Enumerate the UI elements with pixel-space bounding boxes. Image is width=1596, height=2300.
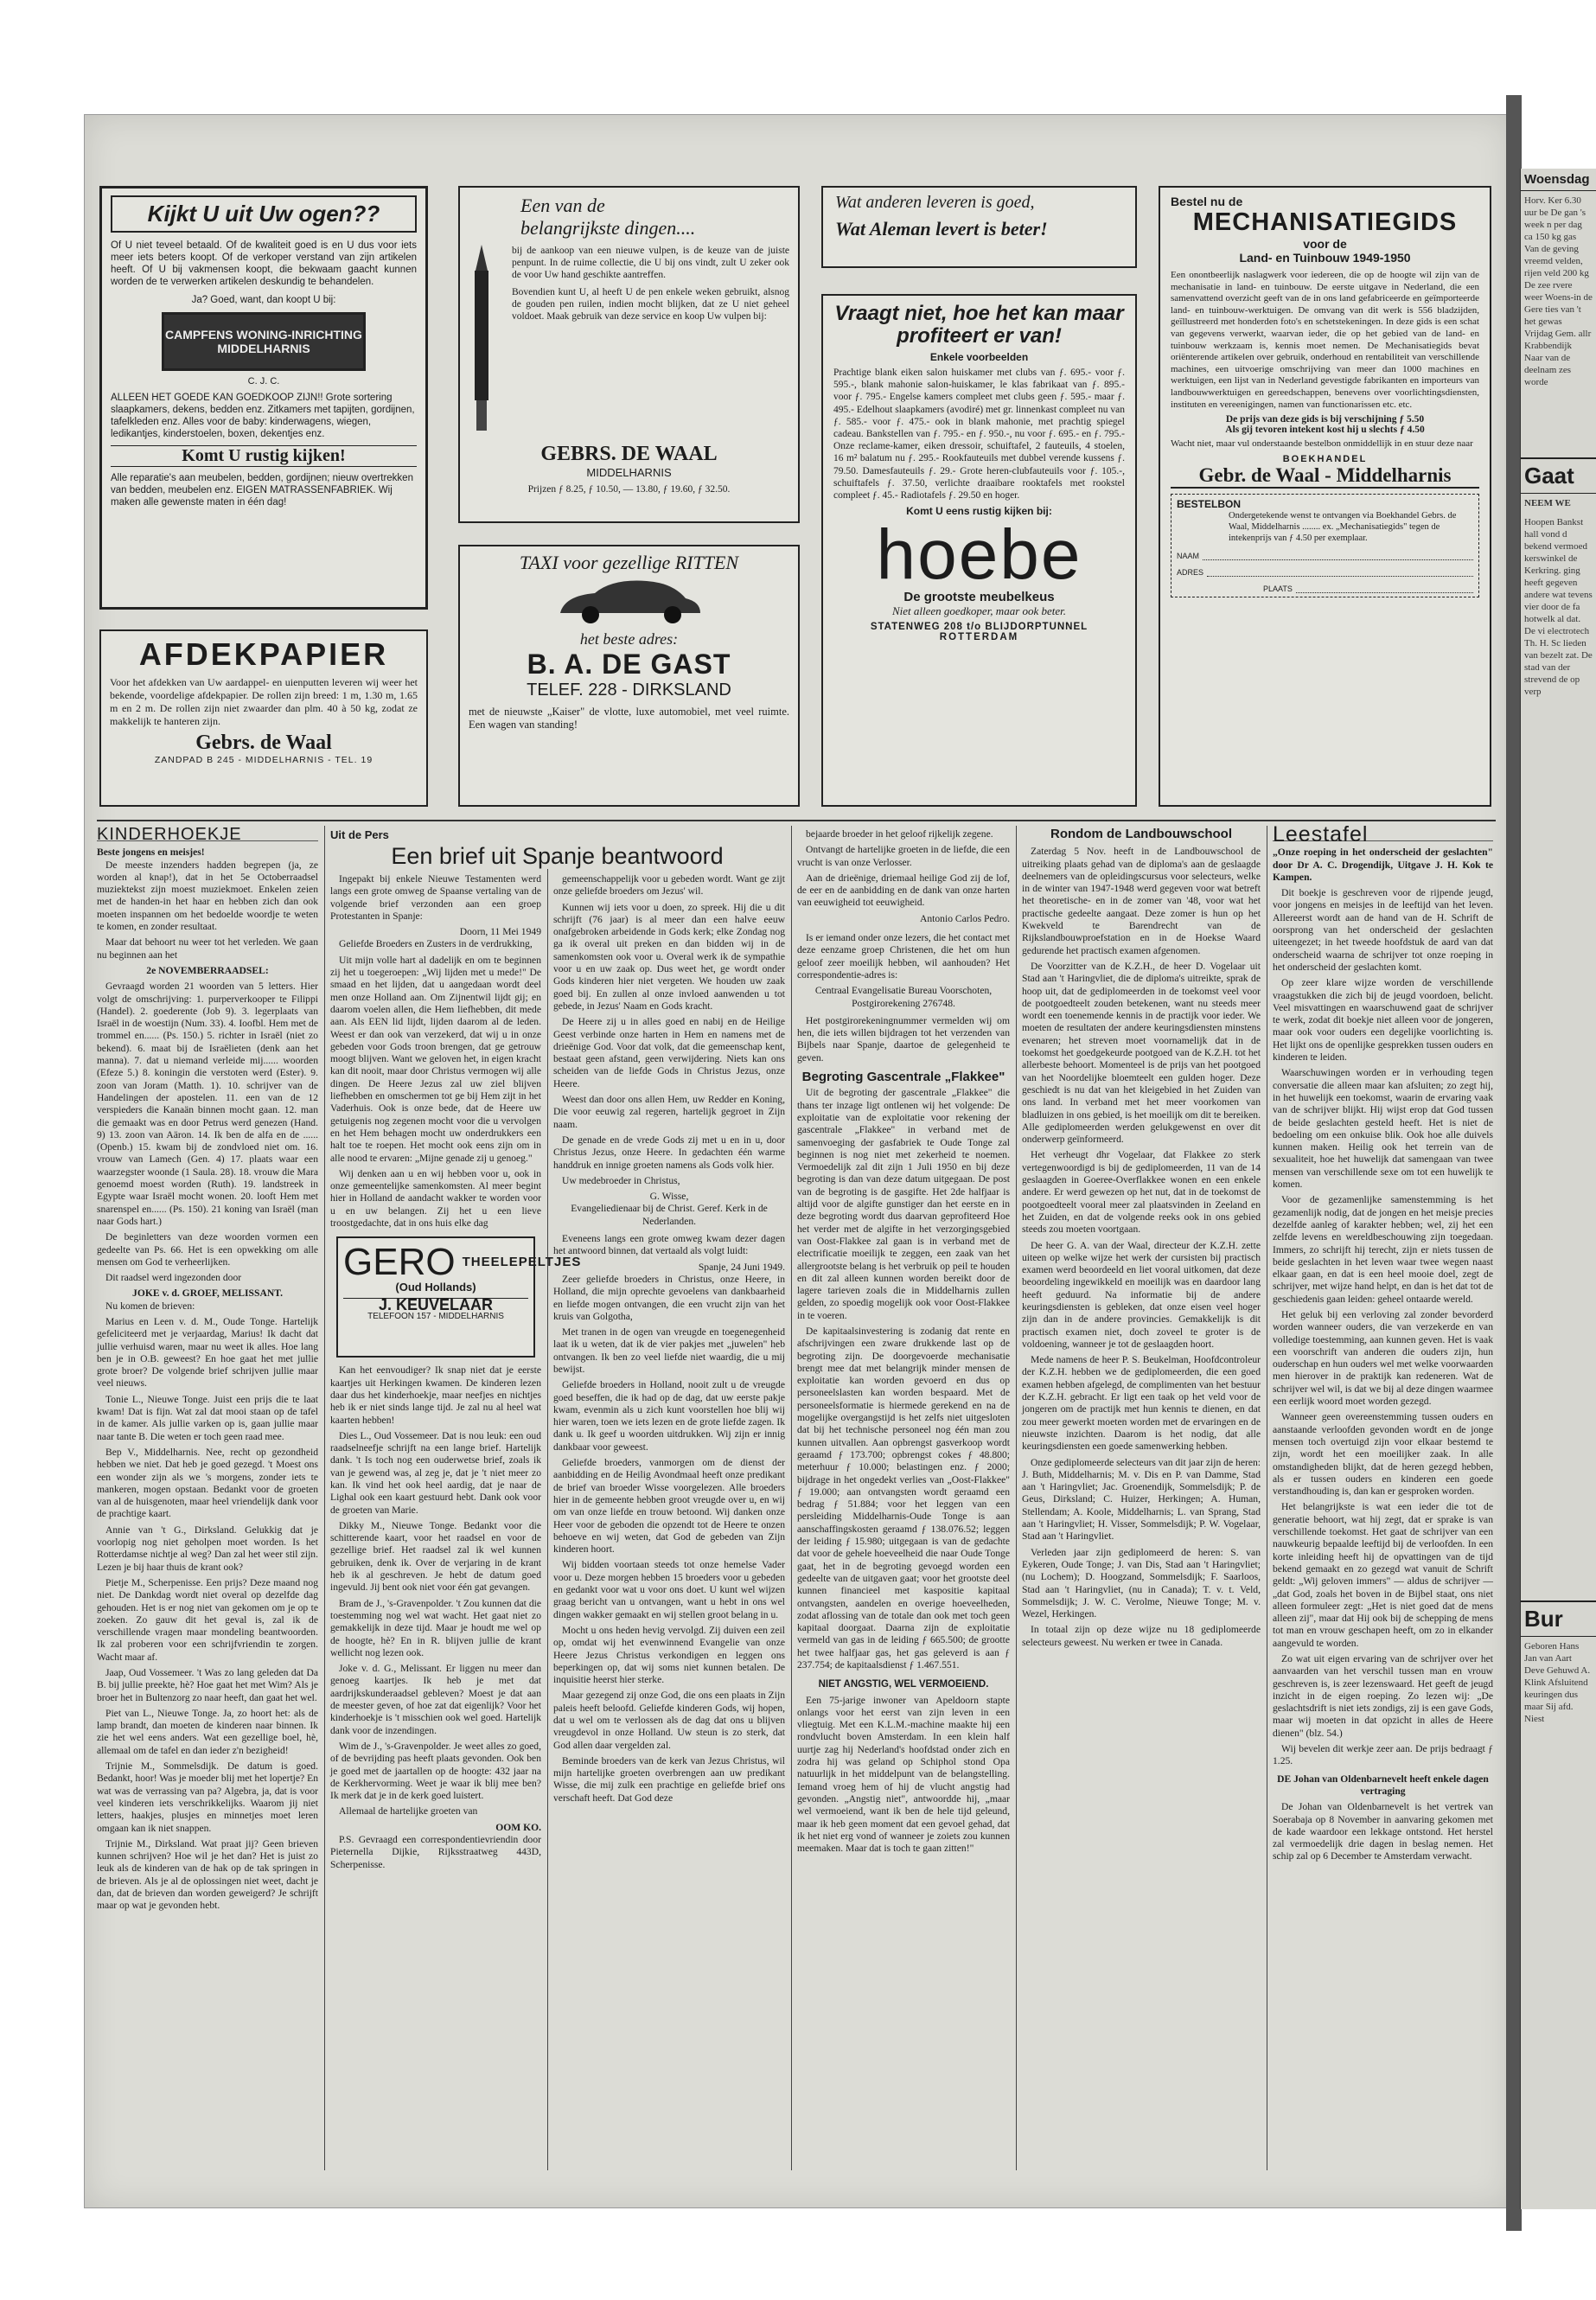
kinderhoekje-p10: Pietje M., Scherpenisse. Een prijs? Deze maand nog niet. De Dankdag wordt niet overal op dezelfde dag gehouden. Het is er nog niet van gekomen om je op te zoeken. Zo gauw dit het geval is, zal ik de verschillende vragen maar mondeling beantwoorden. Ik zal proberen voor een schrijfvriendin te zorgen. Wacht maar af.: [97, 1576, 318, 1663]
ad-kijkt-lines: ALLEEN HET GOEDE KAN GOEDKOOP ZIJN!! Grote sortering slaapkamers, dekens, bedden enz. Zitkamers met tapijten, gordijnen, tafelkleden enz. Alles voor de baby: kinderwagens, wiegen, ledikantjes, kinderstoelen, boxen, dekentjes enz.: [111, 393, 415, 439]
brief-p4: Dies L., Oud Vossemeer. Dat is nou leuk: een oud raadselneefje schrijft na een lange brief. Hartelijk dank. 't Is toch nog een ouderwetse brief, zoals ik van je gewend was, al zeg je, dat je 't niet meer zo kan. Ik vind het ook heel aardig, dat je naar de Lighal ook een kaart gestuurd hebt. Dank ook voor de groeten van Marie.: [330, 1429, 541, 1516]
mech-firm: Gebr. de Waal - Middelharnis: [1171, 464, 1479, 489]
brief-dateline: Doorn, 11 Mei 1949: [459, 926, 541, 938]
kinderhoekje-p11: Jaap, Oud Vossemeer. 't Was zo lang geleden dat Da B. bij jullie preekte, hè? Hoe gaat het met Wim? Als je broer het in Bultenzorg zo naar heeft, dan gaat het wel.: [97, 1667, 318, 1703]
hoebe-city: ROTTERDAM: [939, 632, 1019, 643]
col4-heading-angstig: NIET ANGSTIG, WEL VERMOEIEND.: [818, 1679, 989, 1690]
col4-p5: Het postgirorekeningnummer vermelden wij om hen, die iets willen bijdragen tot het verzenden van Bijbels naar Spanje, daartoe de gelegenheid te geven.: [797, 1014, 1010, 1064]
mech-pre: Bestel nu de: [1171, 195, 1243, 208]
landbouw-p7: Verleden jaar zijn gediplomeerd de heren: S. van Eykeren, Oude Tonge; J. van Dis, Stad aan 't Haringvliet; (nu Lochem); D. Hoogzand, Sommelsdijk; F. Saarloos, Stad aan 't Haringvliet, (nu in Canada); T. v. t. Veld, Sommelsdijk; J. W. C. Verolme, Nieuwe Tonge; M. v. Wezel, Herkingen.: [1022, 1546, 1261, 1620]
afdekpapier-firm: Gebrs. de Waal: [195, 732, 332, 754]
section-divider: [97, 820, 1496, 821]
gero-logo: GERO: [343, 1241, 456, 1284]
landbouw-p1: Zaterdag 5 Nov. heeft in de Landbouwschool de uitreiking plaats gehad van de diploma's aan de geslaagde deelnemers van de opleidingscursus voor selecteurs, welke in de winter van 1947-1948 werd gegeven voor wat betreft het theoretische- en in de zomer van '48, voor wat het practische gedeelte aangaat. Deze zomer is hun op het Kwekveld te Barendrecht van de Rijkslandbouwproefstation en in de Hoekse Waard gedurende het practisch examen afgenomen.: [1022, 846, 1261, 956]
afdekpapier-heading: AFDEKPAPIER: [138, 636, 389, 672]
leestafel-p5: Het geluk bij een verloving zal zonder bevorderd worden wanneer ouders, die van verzekerde en van volledige toestemming, aan kunnen geven. Het is vaak een voorschrift van anderen die ouders zijn, hun ouderschap en hun ouders wel met welke voorwaarden men hierover in de praktijk kan redeneren. Wat de schrijver wel wil, is dat we bij al deze dingen waarmee een eerlijk woord moet worden gezegd.: [1273, 1308, 1493, 1408]
kinderhoekje-p14: Trijnie M., Dirksland. Wat praat jij? Geen brieven kunnen schrijven? Hoe wil je het dan? Het is juist zo leuk als de kinderen van de hak op de tak springen in de brieven. Als je al de oplossingen niet weet, dacht je dan, dat de brieven dan worden geweigerd? Je schrijft maar op wat je gevonden hebt.: [97, 1837, 318, 1912]
taxi-script: TAXI voor gezellige RITTEN: [519, 552, 739, 573]
col4-heading-begroting: Begroting Gascentrale „Flakkee": [801, 1070, 1005, 1085]
brief-salute: Geliefde Broeders en Zusters in de verdrukking,: [339, 938, 533, 950]
mech-bestelbon: [1171, 494, 1479, 597]
landbouw-p4: De heer G. A. van der Waal, directeur der K.Z.H. zette uiteen op welke wijze het werk der cursisten bij practisch examen werd beoordeeld en liet vooral uitkomen, dat deze beoordeling ingewikkeld en moeilijk was en daardoor lang heeft geduurd. Na informatie bij de andere keuringsdiensten is gebleken, dat onze eisen veel hoger zijn dan in de andere provincies. Gemakkelijk is dit practisch examen niet, doch zoveel te groter is de voldoening, wanneer je tot de geslaagden hoort.: [1022, 1239, 1261, 1350]
ad-kijkt-heading: Kijkt U uit Uw ogen??: [111, 195, 417, 233]
leestafel-p2: Op zeer klare wijze worden de verschillende vraagstukken die zich bij de jeugd voordoen, belicht. Veel misvattingen en waarschuwend gaat de schrijver te werk, zodat dit boekje niet alleen voor de jongeren, maar ook voor ouders een degelijke voorlichting is. Het lijkt ons de openlijke gesprekken tussen ouders en kinderen te leiden.: [1273, 977, 1493, 1064]
brief-p6: Bram de J., 's-Gravenpolder. 't Zou kunnen dat die toestemming nog wel wat wacht. Het gaat niet zo gemakkelijk in deze tijd. Maar je houdt me wel op de hoogte, hè? En in R. blijven jullie de krant wellicht nog lezen ook.: [330, 1597, 541, 1658]
brief-p1: Uit mijn volle hart al dadelijk en om te beginnen zij het u toegeroepen: „Wij lijden met u mede!" De smaad en het lijden, dat u aangedaan wordt deel men onze Holland aan. Om Zijnentwil lijdt gij; en daarom voelen allen, die Hem liefhebben, dit mede aan. Als EEN lid lijdt, lijden daarom al de leden. Weest er dan ook van verzekerd, dat wij u in onze gebeden voor Gods troon brengen, dat ge getrouw moogt blijven. Want we geloven het, in eigen kracht kan dit nooit, maar door Christus vermogen wij alle dingen. De Heere Jezus zal uw ziel blijven liefhebben en omschermen tot ge bij Hem zijt in het Vaderhuis. Ook is onze bede, dat de Heere uw getuigenis nog zegenen mocht voor die u vervolgen en het Hem behagen mocht uw onderdrukkers een halt toe te roepen. Het mocht ook eens zijn om in alle nood te ervaren: „Mijne genade zij u genoeg.": [330, 954, 541, 1164]
vulpen-body-2: Bovendien kunt U, al heeft U de pen enkele weken gebruikt, alsnog de gouden pen ruilen, indien mocht blijken, dat ze U niet geheel voldoet. Maak gebruik van deze service en koop Uw vulpen bij:: [512, 287, 789, 322]
brief-ps: P.S. Gevraagd een correspondentievriendin door Pieternella Dijkie, Rijksstraatweg 443D, Scherpenisse.: [330, 1834, 541, 1870]
col3-p9: Met tranen in de ogen van vreugde en toegenegenheid laat ik u weten, dat ik de vier pakjes met „juwelen" heb ontvangen. Ik ben zo veel liefde niet waardig, die u mij bewijst.: [553, 1326, 785, 1375]
ad-kijkt-sig: C. J. C.: [247, 376, 280, 387]
brief-close: Allemaal de hartelijke groeten van: [339, 1805, 478, 1818]
brief-column-1: [330, 873, 582, 2169]
hoebe-address: STATENWEG 208 t/o BLIJDORPTUNNEL: [870, 622, 1088, 633]
mech-heading: MECHANISATIEGIDS: [1192, 208, 1458, 236]
taxi-tel: TELEF. 228 - DIRKSLAND: [527, 680, 731, 700]
mech-price-1: De prijs van deze gids is bij verschijning ƒ 5.50: [1225, 414, 1425, 425]
gero-line-2: (Oud Hollands): [395, 1281, 476, 1294]
kinderhoekje-p6: Marius en Leen v. d. M., Oude Tonge. Hartelijk gefeliciteerd met je verjaardag, Marius! Ik dacht dat jullie verhuisd waren, maar nu weet ik alles. Hoe lang ben je in O.B. geweest? En hoe gaat het met jullie grote broer? De volgende brief schrijven jullie maar veel nieuws.: [97, 1315, 318, 1390]
col4-addr-2: Postgirorekening 276748.: [852, 997, 955, 1009]
brief-sig: OOM KO.: [495, 1821, 541, 1833]
aleman-line-1: Wat anderen leveren is goed,: [835, 193, 1035, 212]
aleman-line-2: Wat Aleman levert is beter!: [835, 218, 1048, 240]
leestafel-title: Leestafel: [1273, 828, 1493, 841]
col3-p13: Mocht u ons heden hevig vervolgd. Zij duiven een zeil op, omdat wij het evenwinnend Evangelie van onze Heere Jezus Christus verkondigen en leggen ons beperkingen op, dat wij soms niet kunnen betalen. De inquisitie heerst hier sterke.: [553, 1624, 785, 1686]
leestafel-p1: Dit boekje is geschreven voor de rijpende jeugd, voor jongens en meisjes in de leeftijd van het leven. Allereerst wordt aan de hand van de H. Schrift de oorsprong van het onderscheid der geslachten uiteengezet; in het tweede hoofdstuk de aard van dat onderscheid waarna de schrijver tot onze roeping in het onderscheid der geslachten komt.: [1273, 887, 1493, 973]
taxi-script-2: het beste adres:: [579, 630, 679, 648]
kinderhoekje-greeting: Beste jongens en meisjes!: [97, 847, 205, 859]
landbouw-p2: De Voorzitter van de K.Z.H., de heer D. Vogelaar uit Stad aan 't Haringvliet, die de diploma's uitreikte, sprak de hoop uit, dat de gediplomeerden in de toekomst veel voor de pootgoedteelt zouden betekenen, want nu steeds meer wordt een toenemende kennis in de practijk voor ieder. We moeten de resultaten der andere keuringsdiensten minstens evenaren; het streven moet voornamelijk dat in de toekomst het goedgekeurde pootgoed van de K.Z.H. tot het allerbeste behoort. Momenteel is de prijs van het pootgoed van het Noordelijke bloemteelt een gulden hoger. Deze geschiedt is nu dat van het kleigebied in het Zuiden van ons land. In verband met het meer voorkomen van bladluizen in ons gebied, is het moeilijk om dit te bereiken. Alle gediplomeerden werden gelukgewenst en over dit onderwerp geïnformeerd.: [1022, 960, 1261, 1146]
taxi-body: met de nieuwste „Kaiser" de vlotte, luxe automobiel, met veel ruimte. Een wagen van standing!: [469, 706, 789, 731]
hoebe-sub: Enkele voorbeelden: [929, 351, 1029, 363]
ad-kijkt-footer: Alle reparatie's aan meubelen, bedden, gordijnen; nieuw overtrekken van bedden, meubelen enz. EIGEN MATRASSENFABRIEK. Wij maken alle gewenste maten in één dag!: [111, 473, 413, 508]
col3-p3: De Heere zij u in alles goed en nabij en de Heilige Geest verbinde onze harten in Hem en namens met de drieënige God. Voor dat volk, dat die gemeenschap kent, bestaat geen afstand, geen verwijdering. Niets kan ons scheiden van de liefde Gods in Christus Jezus, onze Heere.: [553, 1016, 785, 1089]
adjacent-page-edge: [1520, 169, 1596, 2209]
col4-p4: Is er iemand onder onze lezers, die het contact met deze eenzame groep Christenen, die het om hun geloof zeer moeilijk hebben, wil aanhouden? Het correspondentie-adres is:: [797, 932, 1010, 981]
gero-line-1: THEELEPELTJES: [462, 1255, 582, 1270]
ad-vulpen: [458, 186, 800, 523]
brief-p2: Wij denken aan u en wij hebben voor u, ook in onze gemeentelijke samenkomsten. Al meer begint hier in Holland de aandacht wakker te worden voor u en uw belangen. Zij het u een lieve troostgedachte, dat in ons huis elke dag: [330, 1167, 541, 1230]
ad-kijkt-ask: Ja? Goed, want, dan koopt U bij:: [191, 295, 336, 305]
leestafel-p10: De Johan van Oldenbarnevelt is het vertrek van Soerabaja op 8 November in aanvaring gekomen met de kade waardoor een lekkage ontstond. Het herstel zal vermoedelijk drie dagen in beslag nemen. Het schip zal op 6 December te Amsterdam verwacht.: [1273, 1801, 1493, 1862]
hoebe-slogan: Niet alleen goedkoper, maar ook beter.: [891, 604, 1067, 618]
kinderhoekje-p1: De meeste inzenders hadden begrepen (ja, ze worden al knap!), dat in het 5e Octoberraadsel muziektekst zijn moest muziekmoet. Enkelen zeien met de handen-in het haar en hebben zich dan ook moeten inspannen om het bedoelde woordje te weten te komen, en zonder resultaat.: [97, 859, 318, 933]
afdekpapier-body: Voor het afdekken van Uw aardappel- en uienputten leveren wij weer het bekende, voordelige afdekpapier. De rollen zijn breed: 1 m, 1.30 m, 1.65 m en 2 m. De rollen zijn niet zwaarder dan plm. 40 à 50 kg, zodat ze makkelijk te hanteren zijn.: [110, 676, 418, 727]
hoebe-tag: De grootste meubelkeus: [903, 590, 1055, 605]
vulpen-firm: GEBRS. DE WAAL: [540, 443, 718, 465]
col3-sig-1: G. Wisse,: [649, 1191, 689, 1203]
brief-intro: Ingepakt bij enkele Nieuwe Testamenten werd langs een grote omweg de Spaanse vertaling van de volgende brief verzonden aan een groep Protestanten in Spanje:: [330, 873, 541, 922]
adjacent-page-text: Horv. Ker 6.30 uur be De gan 's week n per dag ca 150 kg gas Van de geving vreemd velden, rijen veld 200 kg De zee rvere weer Woens-in de Gere ties van 't het gewas Vrijdag Gem. allr Krabbendijk Naar van de deelnam zes worde: [1524, 195, 1593, 387]
afdekpapier-address: ZANDPAD B 245 - MIDDELHARNIS - TEL. 19: [154, 755, 373, 765]
ad-kijkt-logo-text: CAMPFENS WONING-INRICHTING MIDDELHARNIS: [165, 328, 362, 355]
col4-p7: De kapitaalsinvestering is zodanig dat rente en afschrijvingen een zware drukkende last op de begroting zijn. De doorgevoerde mechanisatie brengt mee dat met belangrijk minder mensen de exploitatie kan worden gevoerd en dus op personeelslasten kan worden bespaard. Met de personeelsformatie is hiermede gerekend en na de mogelijke overgangstijd is het zelfs niet uitgesloten dat bij het technische personeel nog één man zou kunnen uitvallen. Aan opbrengst gasverkoop wordt geraamd ƒ 173.700; opbrengst cokes ƒ 48.800; meterhuur ƒ 10.000; belastingen enz. ƒ 2000; bijdrage in het ongedekt verlies van „Oost-Flakkee" ƒ 19.000; aan ontvangsten wordt geraamd een bedrag ƒ 51.884; voor het leggen van een persleiding Middelharnis-Oude Tonge is aan aanschaffingskosten geraamd ƒ 138.076.52; leggen der leiding ƒ 15.980; uitgegaan is van de gedachte dat voor de gehele hoeveelheid die naar Oude Tonge gaat, het in de begroting gevoegd worden een gedeelte van de uitgaven gaat; voor het grootste deel kunnen financieel met kaspositie kapitaal ontvangsten, aandelen en overige hoeveelheden, zodat aflossing van de totale dan ook met toch geen kapitaal doorgaat. Daarna zijn de exploitatie vermeld van gas in de leiding ƒ 665.500; de grootte het twee halfjaar gas, het gas geleverd is aan ƒ 237.754; de kapitaalsdienst ƒ 1.467.551.: [797, 1325, 1010, 1671]
adjacent-page-header: Woensdag: [1521, 169, 1596, 191]
vulpen-body-1: bij de aankoop van een nieuwe vulpen, is de keuze van de juiste penpunt. In de ruime collectie, die U bij ons vindt, zult U zeker ook de voor Uw hand geschikte aantreffen.: [512, 246, 789, 280]
col3-p7: Eveneens langs een grote omweg kwam dezer dagen het antwoord binnen, dat vertaald als volgt luidt:: [553, 1233, 785, 1257]
brief-p8: Wim de J., 's-Gravenpolder. Je weet alles zo goed, of de bevrijding pas heeft plaats gevonden. Ook ben je goed met de jaartallen op de hoogte: 432 jaar na de Kerkhervorming. Weet je waar ik blij mee ben? Ik merk dat je in de kerk goed luistert.: [330, 1740, 541, 1802]
leestafel-p6: Wanneer geen overeenstemming tussen ouders en aanstaande verloofden gevonden wordt en de jonge mensen toch overtuigd zijn voor elkaar bestemd te zijn, wordt het een moeilijker zaak. In alle omstandigheden blijkt, dat de heren gezegd hebben, als er tussen ouders en kinderen een goede verstandhouding is, dan kan er gesproken worden.: [1273, 1411, 1493, 1498]
col4-p6: Uit de begroting der gascentrale „Flakkee" die thans ter inzage ligt ontlenen wij het volgende: De exploitatie van de exploitatie voor rekening der gascentrale „Flakkee" in verband met de samenvoeging der gasfabriek te Oude Tonge zal beginnen is nog niet met zekerheid te noemen. Vermoedelijk zal dit zijn 1 Juli 1950 en bij deze begroting is dan van deze datum uitgegaan. De post van de begroting is de gasgifte. Het 2de halfjaar is altijd voor de algifte gunstiger dan het eerste en in deze begroting wordt dus daarvan geprofiteerd Hoe het verder met de algifte in het verzorgingsgebied van Oost-Flakkee zal gaan is in verband met de electrificatie moeilijk te zeggen, een zaak van het allergrootste belang is het verbruik op peil te houden en dit zal alleen kunnen worden bereikt door de lagere tarieven zoals die in Middelharnis zullen gelden, zo spoedig mogelijk ook voor Oost-Flakkee in te voeren.: [797, 1087, 1010, 1321]
mech-sub-2: Land- en Tuinbouw 1949-1950: [1239, 251, 1411, 265]
brief-title: Een brief uit Spanje beantwoord: [391, 843, 724, 869]
kinderhoekje-p3: Gevraagd worden 21 woorden van 5 letters. Hier volgt de omschrijving: 1. purperverkooper te Filippi (Handel). 2. goederente (Job 9). 3. legerplaats van Israël in de woestijn (Num. 33). 4. Ioofbl. Hem met de trommel en...... (Ps. 150.) 5. richter in Israël (niet zo bekend). 6. maat bij de Israëlieten (denk aan het manna). 7. dat u niemand verleide mij...... woorden (Efeze 5.) 8. koningin die verstoten werd (Ester). 9. zoon van Joram (Matth. 1). 10. schrijver van de Handelingen der apostelen. 11. een van de 12 verspieders die Kanaän binnen mocht gaan. 12. man die gemaakt was en door Petrus werd genezen (Hand. 9) 13. zoon van Aäron. 14. Ik ben de alfa en de ...... (Openb.) 15. kwam bij de zondvloed niet om. 16. vrouw van Lamech (Gen. 4) 17. plaats waar een waarzegster woonde (1 Saula. 28). 18. vrouw die Mara genoemd moest worden (Ruth). 19. landstreek in Egypte waar Israël mocht wonen. 20. looft Hem met snarenspel en...... (Ps. 150). 21 koning van Israël (man naar Gods hart.): [97, 981, 318, 1227]
col4-p8: Een 75-jarige inwoner van Apeldoorn stapte onlangs voor het eerst van zijn leven in een vliegtuig. Met een K.L.M.-machine maakte hij een rondvlucht boven Amsterdam. In een klein half uurtje zag hij Nederland's hoofdstad onder zich en zodra hij was geland op Schiphol stond Opa natuurlijk in het middelpunt van de belangstelling. Iemand vroeg hem of hij de vlucht angstig had gevonden. „Angstig niet", antwoordde hij, „maar wel vermoeiend, want ik ben de hele tijd geleund, maar ik heb geen moment dat een gevoel gehad, dat ik het niet erg vond of wanneer je zoiets zou kunnen meemaken. Maar dat is toch te gaan zitten!": [797, 1694, 1010, 1855]
kinderhoekje-p5: Dit raadsel werd ingezonden door: [105, 1272, 242, 1284]
kinderhoekje-sig: JOKE v. d. GROEF, MELISSANT.: [132, 1287, 283, 1300]
leestafel-h1: „Onze roeping in het onderscheid der geslachten" door Dr A. C. Drogendijk, Uitgave J. H. Kok te Kampen.: [1273, 847, 1493, 883]
taxi-car-icon: [469, 574, 789, 630]
landbouw-p3: Het verheugt dhr Vogelaar, dat Flakkee zo sterk vertegenwoordigd is bij de gediplomeerden, 11 van de 14 geslaagden in Goeree-Overflakkee wonen en een enkele andere. Er werd gewezen op het nut, dat in de toekomst de pootgoedteelt vooral meer zal plaatsvinden in Zeeland en het Zuiden, en dat de volgende reeks ook in ons gebied steeds zou moeten voortgaan.: [1022, 1149, 1261, 1236]
leestafel-p8: Zo wat uit eigen ervaring van de schrijver over het aanvaarden van het verschil tussen man en vrouw geschreven is, is zeer lezenswaard. Het geeft de jeugd inzicht in de eigen roeping. Zo lezen wij: „De geslachtsdrift is niet iets zondigs, zij is een gave Gods, maar wij moeten in dat opzicht in alles de Heere dienen" (blz. 54.): [1273, 1653, 1493, 1739]
col3-p5: De genade en de vrede Gods zij met u en in u, door Christus Jezus, onze Heere. In gedachten één warme handdruk en innige groeten namens als Gods volk hier.: [553, 1134, 785, 1171]
brief-header: [330, 828, 784, 872]
landbouw-p8: In totaal zijn op deze wijze nu 18 gediplomeerde selecteurs geweest. Nu werken er twee in Canada.: [1022, 1624, 1261, 1648]
col3-p11: Geliefde broeders, vanmorgen om de dienst der aanbidding en de Heilig Avondmaal heeft onze predikant de brief van broeder Wisse voorgelezen. Alle broeders hier in de gemeente hebben groot vreugde over u, en wij om van onze liefde en trouw betoond. Wij danken onze Heer voor de geboden die opzendt tot de Heere te onzen behoeve en wij weten, dat God de gebeden van Zijn kinderen hoort.: [553, 1457, 785, 1556]
col4-p3: Aan de drieënige, driemaal heilige God zij de lof, de eer en de aanbidding en de dank van onze harten van eeuwigheid tot eeuwigheid.: [797, 872, 1010, 909]
leestafel-p3: Waarschuwingen worden er in verhouding tegen conversatie die alleen maar kan afsluiten; zo zegt hij, in het huwelijk een toekomst, waarin de ervaring vaak van de schrijver blijkt. Hij wijst erop dat God tussen de beide geslachten gesteld heeft. Het is niet de bedoeling om een onkuise blik. Ook hoe alle duivels kunnen maken. Heilig ook het terrein van de sexualiteit, hoe het huwelijk dat samengaan van twee mensen van verschillende sexe om tot een huwelijk te komen.: [1273, 1067, 1493, 1191]
col4-p1: bejaarde broeder in het geloof rijkelijk zegene.: [806, 828, 993, 840]
adjacent-page-headline-2: Bur: [1521, 1600, 1596, 1637]
column-rule-2: [547, 869, 548, 2170]
mech-body: Een onontbeerlijk naslagwerk voor iedereen, die op de hoogte wil zijn van de mechanisatie in land- en tuinbouw. De eerste uitgave in Nederland, die een samenvattend overzicht geeft van de in ons land gefabriceerde en geïmporteerde land- en tuinbouw-werktuigen. De omvang van dit werk is 556 bladzijden, geïllustreerd met honderden foto's en schetstekeningen. In deze gids is een schat van gegevens verwerkt, waarvan ieder, die op het gebied van de land- en tuinbouw werkzaam is, kennis moet nemen. De Mechanisatiegids bevat oriënterende artikelen over gebruik, onderhoud en rentabiliteit van verschillende machines, een uitvoerige omschrijving van meer dan 1000 machines en werktuigen, een lijst van in Nederland gevestigde fabrikanten en importeurs van landbouwwerktuigen en gereedschappen, benevens over voorlichtingsdiensten, instituten en vereenigingen, namen van functionarissen etc. etc.: [1171, 270, 1479, 410]
kinderhoekje-p4: De beginletters van deze woorden vormen een gedeelte van Ps. 66. Het is een opwekking om alle mensen om God te verheerlijken.: [97, 1231, 318, 1268]
col4-sig: Antonio Carlos Pedro.: [919, 912, 1010, 924]
vulpen-heading-2: belangrijkste dingen....: [520, 217, 696, 239]
kinderhoekje-p7: Tonie L., Nieuwe Tonge. Juist een prijs die te laat kwam! Dat is fijn. Wat zal dat mooi staan op de tafel in de kamer. Als jullie varken op is, gaan jullie maar naar tante B. Die weten er toch geen raad mee.: [97, 1393, 318, 1442]
taxi-name: B. A. DE GAST: [527, 648, 731, 680]
column-rule-4: [1016, 826, 1017, 2170]
gero-line-3: J. KEUVELAAR: [343, 1298, 528, 1311]
ad-kijkt-logo: [162, 312, 366, 371]
kinderhoekje-p9: Annie van 't G., Dirksland. Gelukkig dat je voorlopig nog niet geholpen moet worden. Is het Rotterdamse nichtje al weg? Dan zal het weer stil zijn. Lezen je bij haar thuis de krant ook?: [97, 1524, 318, 1573]
brief-p7: Joke v. d. G., Melissant. Er liggen nu meer dan genoeg kaartjes. Ik heb je met dat aardrijkskunderaadsel gebleven? Moest je dat aan de meester geven, of hoe zat dat eigenlijk? Voor het kinderhoekje is 't misschien ook wel goed. Hartelijk dank voor de inzendingen.: [330, 1663, 541, 1736]
mech-price-2: Als gij tevoren intekent kost hij u slechts ƒ 4.50: [1225, 425, 1425, 436]
column-4: [797, 828, 1010, 2169]
vulpen-prices: Prijzen ƒ 8.25, ƒ 10.50, — 13.80, ƒ 19.60, ƒ 32.50.: [527, 484, 731, 495]
leestafel-p9: Wij bevelen dit werkje zeer aan. De prijs bedraagt ƒ 1.25.: [1273, 1743, 1493, 1767]
hoebe-invite: Komt U eens rustig kijken bij:: [906, 505, 1052, 518]
col3-p8: Zeer geliefde broeders in Christus, onze Heere, in Holland, die mijn oprechte gevoelens van dankbaarheid en liefde mogen ontvangen, die een vrucht zijn van het kruis van Golgotha,: [553, 1273, 785, 1322]
kinderhoekje-title: KINDERHOEKJE: [97, 828, 318, 841]
kinderhoekje-column: [97, 825, 318, 2169]
hoebe-body: Prachtige blank eiken salon huiskamer met clubs van ƒ. 695.- voor ƒ. 595.-, blank mahonie salon-huiskamer, le klas fabrikaat van ƒ. 895.- voor ƒ. 795.- Engelse kamers compleet met clubs geen ƒ. 595.- maar ƒ. 495.- Edelhout slaapkamers (avodiré) met gr. linnenkast compleet nu van ƒ. 585.- voor ƒ. 475.- ook in blank mahonie, met prachtig spiegel cadeau. Bankstellen van ƒ. 795.- en ƒ. 950.-, nu voor ƒ. 695.- en ƒ. 795.- Onze reclame-kamer, eiken dressoir, schuiftafel, 2 fauteuils, 4 stoelen, 16 m² balatum nu ƒ. 295.- Rookfauteuils met dubbel verende kussens ƒ. 79.50. Damesfauteuils ƒ. 29.- Grote heren-clubfauteuils voor ƒ. 105.-, schuiftafels ƒ. 37.50, verlichte draaibare rooktafels met rookstel compleet ƒ. 45.- Radiotafels ƒ. 29.50 en hoger.: [833, 367, 1125, 502]
ad-mechanisatiegids: [1159, 186, 1491, 807]
col3-p15: Beminde broeders van de kerk van Jezus Christus, wil mijn hartelijke groeten overbrengen aan uw predikant Wisse, die mij zulk een prachtige en geliefde brief ons verschaft heeft. Dat God deze: [553, 1754, 785, 1804]
kinderhoekje-names: Nu komen de brieven:: [105, 1300, 195, 1312]
mech-shop: BOEKHANDEL: [1282, 453, 1368, 464]
gero-line-4: TELEFOON 157 - MIDDELHARNIS: [367, 1311, 504, 1321]
column-rule-3: [791, 826, 792, 2170]
kinderhoekje-sub: 2e NOVEMBERRAADSEL:: [146, 964, 269, 976]
adjacent-page-text-2: Hoopen Bankst hall vond d bekend vermoed kerswinkel de Kerkring. ging heeft gegeven andere wat tevens vier door de fa hotwelk al dat. De vi electrotech Th. H. Sc lieden van bezelt zat. De stad van der strevend de op verp: [1524, 517, 1593, 697]
bestelbon-field-plaats[interactable]: [1296, 584, 1473, 593]
col4-p2: Ontvangt de hartelijke groeten in de liefde, die een vrucht is van onze Verlosser.: [797, 844, 1010, 868]
kinderhoekje-p12: Piet van L., Nieuwe Tonge. Ja, zo hoort het: als de lamp brandt, dan moeten de kinderen naar binnen. Ik zie het wel eens anders. Wat een gezellige boel, hè, allemaal om de tafel en dan ieder z'n bezigheid!: [97, 1707, 318, 1756]
leestafel-p4: Voor de gezamenlijke samenstemming is het gezamenlijk nodig, dat de jongen en het meisje precies dezelfde aanleg of karakter hebben; wel, zij het een zelfde levens en wereldbeschouwing zijn toegedaan. Immers, zo schrijft hij terecht, zijn er niets tussen de beide geslachten in het leven waar twee wegen naast elkaar gaan, en dat is een heel mooie doel, zegt de schrijver, met wijze hand helpt, en dan is het dat tot de geschiedenis gaan leiden: geheel ontaarde wereld.: [1273, 1194, 1493, 1305]
vulpen-town: MIDDELHARNIS: [586, 466, 672, 479]
ad-kijkt-slogan: Komt U rustig kijken!: [111, 445, 417, 467]
bestelbon-title: BESTELBON: [1177, 497, 1242, 510]
bestelbon-text: Ondergetekende wenst te ontvangen via Boekhandel Gebrs. de Waal, Middelharnis ........ ex. „Mechanisatiegids" tegen de intekenprijs van ƒ 4.50 per exemplaar.: [1229, 510, 1457, 543]
fountain-pen-icon: [469, 245, 512, 439]
adjacent-page-subhead: NEEM WE: [1524, 498, 1571, 508]
hoebe-logo: hoebe: [876, 515, 1082, 595]
adjacent-page-text-3: Geboren Hans Jan van Aart Deve Gehuwd A. Klink Afsluitend keuringen dus maar Sij afd. Niest: [1524, 1641, 1591, 1724]
bestelbon-label-plaats: PLAATS: [1263, 584, 1293, 593]
brief-kicker: Uit de Pers: [330, 828, 389, 841]
col3-sig-2: Evangeliedienaar bij de Christ. Geref. Kerk in de Nederlanden.: [571, 1203, 768, 1227]
ad-hoebe: [821, 294, 1137, 807]
ad-aleman: [821, 186, 1137, 268]
col3-p6: Uw medebroeder in Christus,: [562, 1174, 680, 1186]
col3-p2: Kunnen wij iets voor u doen, zo spreek. Hij die u dit schrijft (76 jaar) is al meer dan een halve eeuw onafgebroken arbeidende in Gods kerk; elke Zondag nog ga ik overal uit preken en dan bidden wij in de samenkomsten ook voor u. Overal werk ik de sympathie voor u en uw zaak op. Dus weet het, ge wordt onder Gods kinderen hier niet vergeten. We houden uw zaak goed bij. En zullen al onze invloed aanwenden u tot gebede, in Jezus' Naam en Gods kracht.: [553, 901, 785, 1012]
kinderhoekje-p13: Trijnie M., Sommelsdijk. De datum is goed. Bedankt, hoor! Was je moeder blij met het lopertje? En wat was de verrassing van pa? Algebra, ja, dat is voor veel kinderen iets verschrikkelijks. Waarom jij niet letters, haakjes, plusjes en minnetjes moet leren omgaan kan ik niet snappen.: [97, 1760, 318, 1834]
brief-p3: Kan het eenvoudiger? Ik snap niet dat je eerste kaartjes uit Herkingen kwamen. De kinderen lezen daar dus het kinderhoekje, maar neefjes en nichtjes heb ik er niet sinds lange tijd. Je zal nu al heel wat kaarten hebben!: [330, 1364, 541, 1426]
adjacent-page-headline: Gaat: [1521, 457, 1596, 494]
kinderhoekje-p2: Maar dat behoort nu weer tot het verleden. We gaan nu beginnen aan het: [97, 936, 318, 961]
col4-addr-1: Centraal Evangelisatie Bureau Voorschoten,: [814, 985, 993, 997]
mech-sub-1: voor de: [1303, 237, 1347, 251]
landbouw-p5: Mede namens de heer P. S. Beukelman, Hoofdcontroleur der K.Z.H. hebben we de gediplomeerden, die een goed examen hebben afgelegd, de complimenten van het bestuur der K.Z.H. gebracht. Er ligt een taak op het veld voor de jongeren om de practijk met hun kennis te dienen, en dat zou meer gewerkt moeten worden met de ervaringen en de nieuwste inzichten. Daarom is het nodig, dat alle keuringsdiensten een goede samenwerking hebben.: [1022, 1354, 1261, 1453]
landbouwschool-column: [1022, 828, 1261, 2169]
ad-kijkt-body: Of U niet teveel betaald. Of de kwaliteit goed is en U dus voor iets meer iets beters koopt. Of de verkoper verstand van zijn artikelen heeft. Of U bij vakmensen koopt, die bekwaam gaacht kunnen worden de te verwerken artikelen deskundig te behandelen.: [111, 240, 417, 287]
bestelbon-field-adres[interactable]: [1207, 567, 1473, 577]
leestafel-column: [1273, 822, 1493, 2169]
landbouw-title: Rondom de Landbouwschool: [1050, 827, 1232, 841]
column-rule-1: [324, 826, 325, 2170]
leestafel-p7: Het belangrijkste is wat een ieder die tot de generatie behoort, wat hij zegt, dat er sprake is van verschillende toekomst. Het gaat de schrijver van een nauwkeurig bepaalde leeftijd bij de verloofden. In een korte inleiding heeft hij de opvattingen van de tijd bekend gemaakt en zo gezegd wat vanuit de Schrift geldt: „Wij geloven immers" — aldus de schrijver — „dat God, zoals het boven in de Bijbel staat, ons niet alleen formuleer zegt: „Het is niet goed dat de mens alleen zij", maar dat Hij ook bij de schepping de mens tot man en vrouw geschapen heeft, om zo in elkander aangevuld te worden.: [1273, 1501, 1493, 1649]
vulpen-heading-1: Een van de: [520, 195, 605, 216]
bestelbon-field-naam[interactable]: [1203, 551, 1473, 560]
brief-column-2: [553, 873, 785, 2169]
bestelbon-label-adres: ADRES: [1177, 567, 1204, 577]
col3-p14: Maar gezegend zij onze God, die ons een plaats in Zijn paleis heeft beloofd. Geliefde kinderen Gods, wij hopen, dat u wel om te verlossen als de dag dat ons u blijven vreugdevol in onze Holland. Uw steun is zo sterk, dat God allen daar vergelden zal.: [553, 1690, 785, 1751]
ad-afdekpapier: [99, 629, 428, 807]
ad-taxi-de-gast: [458, 545, 800, 807]
landbouw-p6: Onze gediplomeerde selecteurs van dit jaar zijn de heren: J. Buth, Middelharnis; M. v. Dis en P. van Damme, Stad aan 't Haringvliet; Jac. Groenendijk, Sommelsdijk; P. de Geus, Dirksland; C. Huizer, Herkingen; A. Human, Stellendam; A. Koole, Middelharnis; L. van Sprang, Stad aan 't Haringvliet; H. Visser, Sommelsdijk; P. W. Vogelaar, Stad aan 't Haringvliet.: [1022, 1456, 1261, 1543]
brief-p5: Dikky M., Nieuwe Tonge. Bedankt voor die schitterende kaart, voor het raadsel en voor de gezellige brief. Het raadsel zal ik wel kunnen gebruiken, denk ik. Over de verjaring in de krant heb ik al geschreven. Je hebt de datum goed ingevuld. Jij bent ook niet voor één gat gevangen.: [330, 1519, 541, 1594]
ad-kijkt-uit-uw-ogen: [99, 186, 428, 610]
col3-p1: gemeenschappelijk voor u gebeden wordt. Want ge zijt onze geliefde broeders om Jezus' wil.: [553, 873, 785, 898]
leestafel-h2: DE Johan van Oldenbarnevelt heeft enkele dagen vertraging: [1277, 1773, 1489, 1797]
hoebe-heading: Vraagt niet, hoe het kan maar profiteert er van!: [834, 302, 1124, 348]
col3-p12: Wij bidden voortaan steeds tot onze hemelse Vader voor u. Deze morgen hebben 15 broeders voor u gebeden en gedankt voor wat u voor ons doet. U kunt wel wijzen graag bericht van u ontvangen, want u hebt in ons wel dingen wakker gemaakt en wij stellen groot belang in u.: [553, 1559, 785, 1620]
kinderhoekje-p8: Bep V., Middelharnis. Nee, recht op gezondheid hebben we niet. Dat heb je goed gezegd. 't Moest ons een wonder zijn als we 's morgens, zonder iets te mankeren, mogen opstaan. Bedankt voor de groeten van al de huisgenoten, maar heel vriendelijk dank voor de prachtige kaart.: [97, 1446, 318, 1520]
col3-dateline: Spanje, 24 Juni 1949.: [698, 1261, 785, 1273]
col3-p10: Geliefde broeders in Holland, nooit zult u de vreugde goed beseffen, die ik had op de dag, dat uw eerste pakje kwam, evenmin als u zich kunt voorstellen hoe blij wij hier waren, toen we iets lezen en de grote liefde zagen. Ik dank u. Ik geef u woorden uitdrukken. Wij zijn er innig dankbaar voor geweest.: [553, 1379, 785, 1453]
ad-gero: [336, 1236, 582, 1358]
col3-p4: Weest dan door ons allen Hem, uw Redder en Koning, Die voor eeuwig zal regeren, hartelijk gegroet in Zijn naam.: [553, 1094, 785, 1130]
bestelbon-label-naam: NAAM: [1177, 551, 1200, 560]
mech-wait: Wacht niet, maar vul onderstaande bestelbon onmiddellijk in en stuur deze naar: [1171, 438, 1473, 450]
